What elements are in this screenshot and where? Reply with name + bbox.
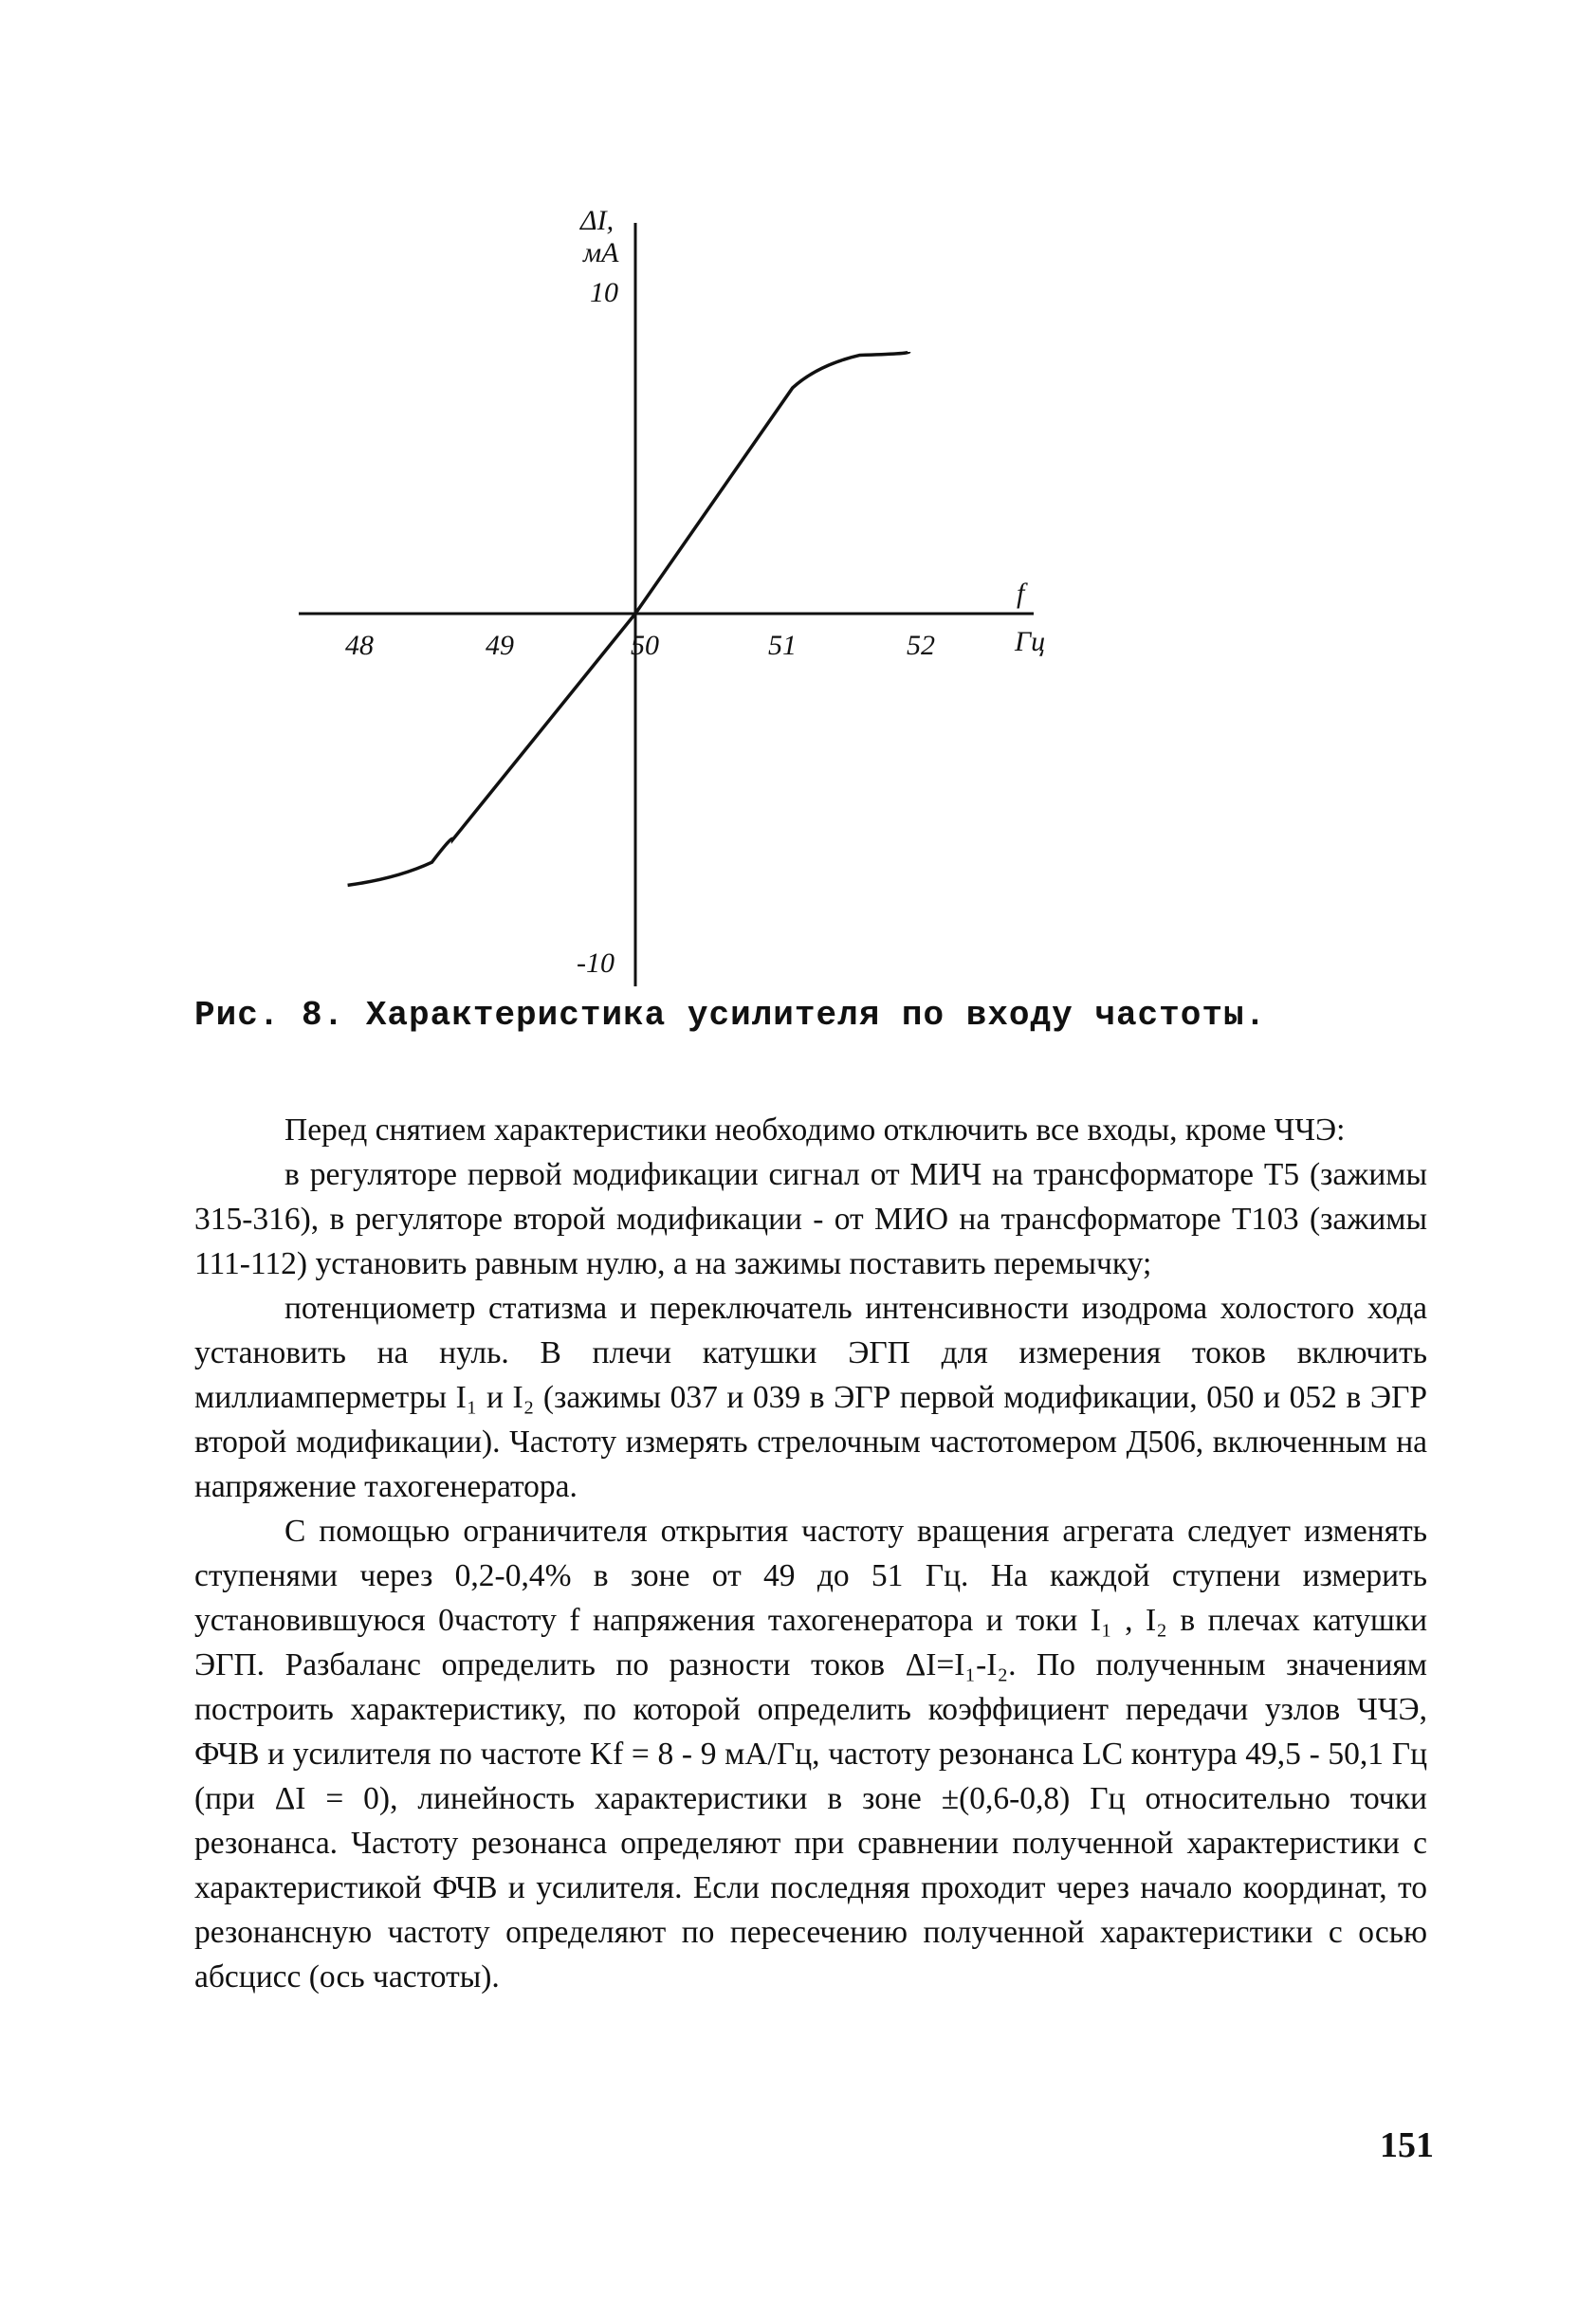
- paragraph: Перед снятием характеристики необходимо отключить все входы, кроме ЧЧЭ:: [284, 1112, 1346, 1148]
- x-tick-label: 50: [631, 630, 659, 661]
- x-axis-label-top: f: [1017, 578, 1025, 609]
- page-number: 151: [1380, 2125, 1434, 2165]
- figure: [0, 0, 1596, 1024]
- paragraph: С помощью ограничителя открытия частоту вращения агрегата следует изменять ступенями через 0,2-0,4% в зоне от 49 до 51 Гц. На каждой ступени измерить установившуюся 0частоту f напряжения тахогенератора и токи I₁ , I₂ в плечах катушки ЭГП. Разбаланс определить по разности токов ΔI=I₁-I₂. По полученным значениям построить характеристику, по которой определить коэффициент передачи узлов ЧЧЭ, ФЧВ и усилителя по частоте Kf = 8 - 9 мА/Гц, частоту резонанса LC контура 49,5 - 50,1 Гц (при ΔI = 0), линейность характеристики в зоне ±(0,6-0,8) Гц относительно точки резонанса. Частоту резонанса определяют при сравнении полученной характеристики с характеристикой ФЧВ и усилителя. Если последняя проходит через начало координат, то резонансную частоту определяют по пересечению полученной характеристики с осью абсцисс (ось частоты).: [194, 1514, 1427, 1995]
- chart: [0, 0, 1596, 1024]
- figure-caption: Рис. 8. Характеристика усилителя по входу частоты.: [194, 996, 1267, 1035]
- y-tick-min: -10: [577, 947, 615, 979]
- x-axis-label-unit: Гц: [1015, 626, 1046, 657]
- x-tick-labels: [345, 630, 935, 661]
- characteristic-curve: [348, 352, 909, 885]
- y-axis-label-top: ΔI,: [580, 205, 615, 236]
- x-tick-label: 52: [907, 630, 935, 661]
- y-axis-label-unit: мА: [583, 237, 619, 268]
- paragraph: в регуляторе первой модификации сигнал от МИЧ на трансформаторе Т5 (зажимы 315-316), в регуляторе второй модификации - от МИО на трансформаторе Т103 (зажимы 111-112) установить равным нулю, а на зажимы поставить перемычку;: [194, 1157, 1427, 1281]
- y-tick-max: 10: [590, 277, 618, 308]
- x-tick-label: 48: [345, 630, 374, 661]
- body-text: [194, 1108, 1427, 1999]
- x-tick-label: 49: [486, 630, 514, 661]
- paragraph: потенциометр статизма и переключатель интенсивности изодрома холостого хода установить на нуль. В плечи катушки ЭГП для измерения токов включить миллиамперметры I₁ и I₂ (зажимы 037 и 039 в ЭГР первой модификации, 050 и 052 в ЭГР второй модификации). Частоту измерять стрелочным частотомером Д506, включенным на напряжение тахогенератора.: [194, 1291, 1427, 1504]
- x-tick-label: 51: [768, 630, 797, 661]
